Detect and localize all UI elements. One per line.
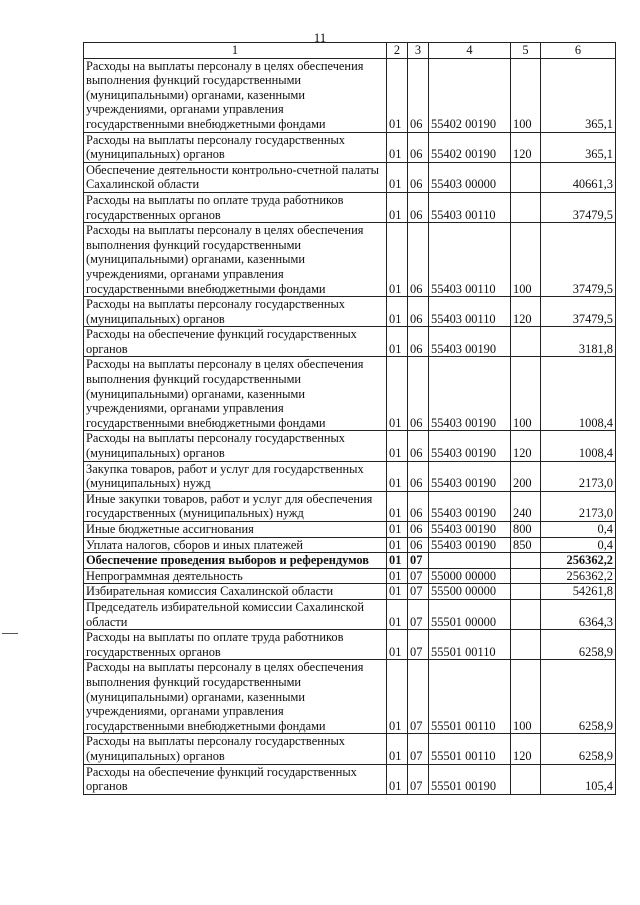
header-cell: 5 bbox=[511, 43, 541, 59]
table-row bbox=[84, 764, 616, 794]
table-row bbox=[84, 491, 616, 521]
row-subsection-cell: 06 bbox=[408, 192, 429, 222]
row-target-article-cell: 55402 00190 bbox=[429, 132, 511, 162]
row-target-article-cell: 55403 00190 bbox=[429, 327, 511, 357]
row-target-article-cell: 55403 00190 bbox=[429, 491, 511, 521]
row-amount-cell: 0,4 bbox=[541, 537, 616, 553]
row-subsection-cell: 07 bbox=[408, 630, 429, 660]
header-cell: 3 bbox=[408, 43, 429, 59]
row-expense-type-cell bbox=[511, 630, 541, 660]
table-row bbox=[84, 223, 616, 297]
row-subsection-cell: 06 bbox=[408, 297, 429, 327]
row-subsection-cell: 07 bbox=[408, 599, 429, 629]
row-amount-cell: 6258,9 bbox=[541, 660, 616, 734]
table-row bbox=[84, 327, 616, 357]
row-amount-cell: 2173,0 bbox=[541, 491, 616, 521]
row-amount-cell: 1008,4 bbox=[541, 431, 616, 461]
row-target-article-cell: 55403 00190 bbox=[429, 461, 511, 491]
row-amount-cell: 37479,5 bbox=[541, 223, 616, 297]
row-subsection-cell: 06 bbox=[408, 431, 429, 461]
row-section-cell: 01 bbox=[387, 327, 408, 357]
row-amount-cell: 2173,0 bbox=[541, 461, 616, 491]
row-target-article-cell: 55403 00110 bbox=[429, 297, 511, 327]
row-section-cell: 01 bbox=[387, 764, 408, 794]
table-row bbox=[84, 522, 616, 538]
row-subsection-cell: 06 bbox=[408, 223, 429, 297]
row-section-cell: 01 bbox=[387, 630, 408, 660]
row-target-article-cell: 55501 00110 bbox=[429, 660, 511, 734]
row-section-cell: 01 bbox=[387, 553, 408, 569]
row-expense-type-cell: 120 bbox=[511, 431, 541, 461]
row-expense-type-cell bbox=[511, 553, 541, 569]
table-row bbox=[84, 568, 616, 584]
row-expense-type-cell bbox=[511, 584, 541, 600]
row-name-cell: Расходы на выплаты персоналу государственных (муниципальных) органов bbox=[84, 734, 387, 764]
row-expense-type-cell: 800 bbox=[511, 522, 541, 538]
row-subsection-cell: 07 bbox=[408, 553, 429, 569]
row-name-cell: Закупка товаров, работ и услуг для государственных (муниципальных) нужд bbox=[84, 461, 387, 491]
row-subsection-cell: 06 bbox=[408, 162, 429, 192]
row-name-cell: Расходы на обеспечение функций государственных органов bbox=[84, 327, 387, 357]
row-name-cell: Расходы на обеспечение функций государственных органов bbox=[84, 764, 387, 794]
row-target-article-cell: 55403 00190 bbox=[429, 431, 511, 461]
table-row bbox=[84, 660, 616, 734]
row-expense-type-cell bbox=[511, 599, 541, 629]
table-row bbox=[84, 297, 616, 327]
row-target-article-cell: 55501 00190 bbox=[429, 764, 511, 794]
row-subsection-cell: 06 bbox=[408, 58, 429, 132]
table-body bbox=[84, 58, 616, 794]
table-row bbox=[84, 162, 616, 192]
row-section-cell: 01 bbox=[387, 223, 408, 297]
row-subsection-cell: 07 bbox=[408, 568, 429, 584]
row-subsection-cell: 07 bbox=[408, 584, 429, 600]
row-amount-cell: 105,4 bbox=[541, 764, 616, 794]
table-row bbox=[84, 132, 616, 162]
row-name-cell: Иные закупки товаров, работ и услуг для обеспечения государственных (муниципальных) нужд bbox=[84, 491, 387, 521]
row-amount-cell: 365,1 bbox=[541, 132, 616, 162]
row-amount-cell: 37479,5 bbox=[541, 192, 616, 222]
row-section-cell: 01 bbox=[387, 58, 408, 132]
margin-mark bbox=[2, 633, 18, 634]
row-section-cell: 01 bbox=[387, 491, 408, 521]
table-row bbox=[84, 584, 616, 600]
table-row bbox=[84, 58, 616, 132]
row-target-article-cell: 55500 00000 bbox=[429, 584, 511, 600]
row-section-cell: 01 bbox=[387, 297, 408, 327]
row-name-cell: Расходы на выплаты по оплате труда работников государственных органов bbox=[84, 630, 387, 660]
row-amount-cell: 0,4 bbox=[541, 522, 616, 538]
row-expense-type-cell: 100 bbox=[511, 223, 541, 297]
row-section-cell: 01 bbox=[387, 584, 408, 600]
row-target-article-cell: 55403 00190 bbox=[429, 537, 511, 553]
row-name-cell: Расходы на выплаты по оплате труда работников государственных органов bbox=[84, 192, 387, 222]
row-subsection-cell: 06 bbox=[408, 132, 429, 162]
row-section-cell: 01 bbox=[387, 461, 408, 491]
row-amount-cell: 3181,8 bbox=[541, 327, 616, 357]
row-subsection-cell: 06 bbox=[408, 357, 429, 431]
row-section-cell: 01 bbox=[387, 660, 408, 734]
table-row bbox=[84, 537, 616, 553]
row-subsection-cell: 06 bbox=[408, 491, 429, 521]
row-subsection-cell: 06 bbox=[408, 327, 429, 357]
row-section-cell: 01 bbox=[387, 734, 408, 764]
row-amount-cell: 6258,9 bbox=[541, 734, 616, 764]
row-expense-type-cell: 120 bbox=[511, 734, 541, 764]
row-target-article-cell: 55403 00190 bbox=[429, 522, 511, 538]
table-row bbox=[84, 357, 616, 431]
row-target-article-cell: 55403 00110 bbox=[429, 192, 511, 222]
row-amount-cell: 256362,2 bbox=[541, 568, 616, 584]
table-row bbox=[84, 553, 616, 569]
row-amount-cell: 40661,3 bbox=[541, 162, 616, 192]
row-name-cell: Расходы на выплаты персоналу в целях обеспечения выполнения функций государственными (муниципальными) органами, казенными учреждениями, органами управления государственными внебюджетными фондами bbox=[84, 357, 387, 431]
row-expense-type-cell bbox=[511, 764, 541, 794]
table-row bbox=[84, 192, 616, 222]
row-expense-type-cell: 240 bbox=[511, 491, 541, 521]
row-subsection-cell: 07 bbox=[408, 764, 429, 794]
row-section-cell: 01 bbox=[387, 162, 408, 192]
row-name-cell: Обеспечение деятельности контрольно-счетной палаты Сахалинской области bbox=[84, 162, 387, 192]
row-subsection-cell: 07 bbox=[408, 734, 429, 764]
row-amount-cell: 37479,5 bbox=[541, 297, 616, 327]
row-name-cell: Расходы на выплаты персоналу в целях обеспечения выполнения функций государственными (муниципальными) органами, казенными учреждениями, органами управления государственными внебюджетными фондами bbox=[84, 223, 387, 297]
row-expense-type-cell: 100 bbox=[511, 660, 541, 734]
row-expense-type-cell bbox=[511, 327, 541, 357]
row-amount-cell: 365,1 bbox=[541, 58, 616, 132]
row-subsection-cell: 06 bbox=[408, 522, 429, 538]
row-name-cell: Расходы на выплаты персоналу в целях обеспечения выполнения функций государственными (муниципальными) органами, казенными учреждениями, органами управления государственными внебюджетными фондами bbox=[84, 58, 387, 132]
row-name-cell: Расходы на выплаты персоналу государственных (муниципальных) органов bbox=[84, 297, 387, 327]
row-section-cell: 01 bbox=[387, 537, 408, 553]
row-target-article-cell: 55501 00110 bbox=[429, 630, 511, 660]
row-expense-type-cell: 850 bbox=[511, 537, 541, 553]
row-amount-cell: 54261,8 bbox=[541, 584, 616, 600]
row-subsection-cell: 07 bbox=[408, 660, 429, 734]
row-section-cell: 01 bbox=[387, 568, 408, 584]
row-subsection-cell: 06 bbox=[408, 537, 429, 553]
table-row bbox=[84, 630, 616, 660]
row-expense-type-cell bbox=[511, 162, 541, 192]
row-target-article-cell bbox=[429, 553, 511, 569]
row-name-cell: Расходы на выплаты персоналу государственных (муниципальных) органов bbox=[84, 431, 387, 461]
row-name-cell: Непрограммная деятельность bbox=[84, 568, 387, 584]
row-name-cell: Избирательная комиссия Сахалинской области bbox=[84, 584, 387, 600]
row-name-cell: Иные бюджетные ассигнования bbox=[84, 522, 387, 538]
row-amount-cell: 6258,9 bbox=[541, 630, 616, 660]
row-expense-type-cell: 120 bbox=[511, 297, 541, 327]
row-name-cell: Обеспечение проведения выборов и референдумов bbox=[84, 553, 387, 569]
row-target-article-cell: 55402 00190 bbox=[429, 58, 511, 132]
row-section-cell: 01 bbox=[387, 599, 408, 629]
row-amount-cell: 1008,4 bbox=[541, 357, 616, 431]
row-target-article-cell: 55501 00110 bbox=[429, 734, 511, 764]
row-expense-type-cell: 100 bbox=[511, 58, 541, 132]
page-number: 11 bbox=[313, 30, 327, 45]
table-row bbox=[84, 431, 616, 461]
row-target-article-cell: 55403 00190 bbox=[429, 357, 511, 431]
header-cell: 1 bbox=[84, 43, 387, 59]
row-name-cell: Председатель избирательной комиссии Сахалинской области bbox=[84, 599, 387, 629]
row-section-cell: 01 bbox=[387, 132, 408, 162]
table-row bbox=[84, 734, 616, 764]
row-amount-cell: 6364,3 bbox=[541, 599, 616, 629]
row-expense-type-cell bbox=[511, 568, 541, 584]
row-expense-type-cell: 100 bbox=[511, 357, 541, 431]
row-name-cell: Расходы на выплаты персоналу в целях обеспечения выполнения функций государственными (муниципальными) органами, казенными учреждениями, органами управления государственными внебюджетными фондами bbox=[84, 660, 387, 734]
table-row bbox=[84, 599, 616, 629]
header-cell: 2 bbox=[387, 43, 408, 59]
header-cell: 6 bbox=[541, 43, 616, 59]
row-target-article-cell: 55403 00110 bbox=[429, 223, 511, 297]
row-expense-type-cell bbox=[511, 192, 541, 222]
row-subsection-cell: 06 bbox=[408, 461, 429, 491]
header-cell: 4 bbox=[429, 43, 511, 59]
table-row bbox=[84, 461, 616, 491]
row-expense-type-cell: 120 bbox=[511, 132, 541, 162]
row-amount-cell: 256362,2 bbox=[541, 553, 616, 569]
row-target-article-cell: 55501 00000 bbox=[429, 599, 511, 629]
row-name-cell: Расходы на выплаты персоналу государственных (муниципальных) органов bbox=[84, 132, 387, 162]
row-expense-type-cell: 200 bbox=[511, 461, 541, 491]
budget-table bbox=[83, 42, 616, 795]
row-target-article-cell: 55403 00000 bbox=[429, 162, 511, 192]
row-target-article-cell: 55000 00000 bbox=[429, 568, 511, 584]
row-section-cell: 01 bbox=[387, 431, 408, 461]
row-section-cell: 01 bbox=[387, 192, 408, 222]
row-section-cell: 01 bbox=[387, 522, 408, 538]
row-name-cell: Уплата налогов, сборов и иных платежей bbox=[84, 537, 387, 553]
table-header-row bbox=[84, 43, 616, 59]
row-section-cell: 01 bbox=[387, 357, 408, 431]
